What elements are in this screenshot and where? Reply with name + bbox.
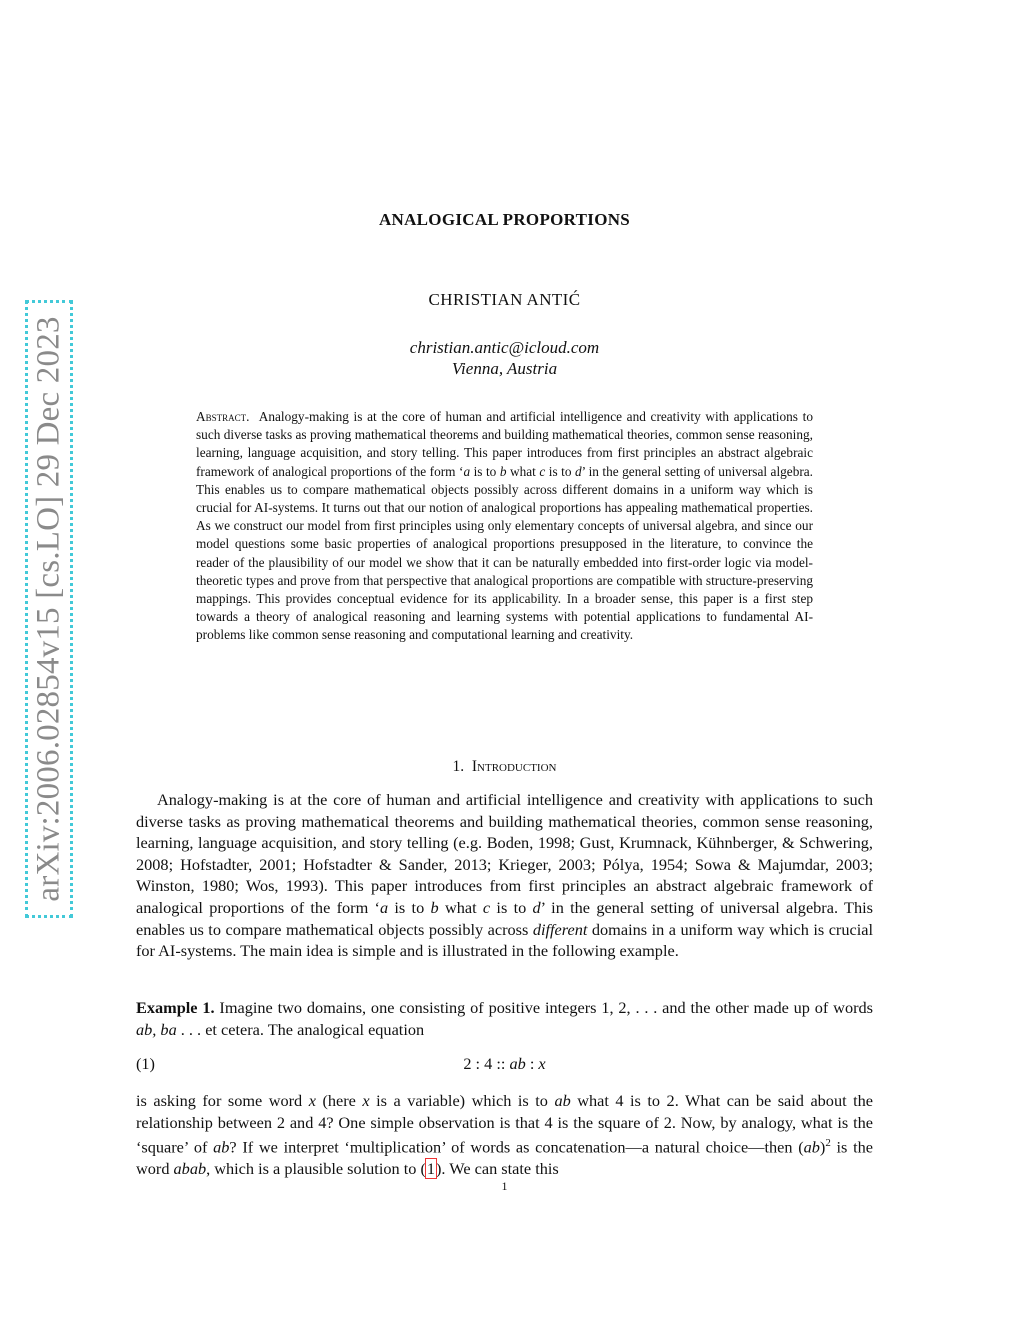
- var-x: x: [538, 1054, 546, 1073]
- paragraph-text: is a variable) which is to: [369, 1091, 555, 1110]
- paragraph-text: domains in a uniform way which is crucial for AI-systems. The main idea is simple and is illustrated in the following example.: [136, 919, 873, 961]
- paragraph-text: ? If we interpret ‘multiplication’ of words as concatenation—a natural choice—then (: [229, 1137, 804, 1157]
- section-title: Introduction: [471, 758, 557, 775]
- var-ab: ab: [509, 1054, 526, 1073]
- equation-lhs: 2 : 4 ::: [463, 1054, 510, 1073]
- paragraph-text: ): [819, 1137, 826, 1157]
- intro-paragraph: [136, 789, 873, 962]
- equation-reference-link[interactable]: 1: [426, 1159, 436, 1179]
- words-variable: ab, ba: [136, 1019, 177, 1039]
- paragraph-text: what 4 is to 2. What can be said about the relationship between 2 and 4? One simple observation is that 4 is the square of 2. Now, by analogy, what is the ‘square’ of: [136, 1091, 874, 1157]
- abstract-text: ’ in the general setting of universal algebra. This enables us to compare mathematical objects possibly across different domains in a uniform way which is crucial for AI-systems. It turns out that our notion of analogical proportions has appealing mathematical properties. As we construct our model from first principles using only elementary concepts of universal algebra, and since our model questions some basic properties of analogical proportions presupposed in the literature, to convince the reader of the plausibility of our model we show that it can be naturally embedded into first-order logic via model-theoretic types and prove from that perspective that analogical proportions are compatible with structure-preserving mappings. This provides conceptual evidence for its applicability. In a broader sense, this paper is a first step towards a theory of analogical reasoning and learning systems with potential applications to fundamental AI-problems like common sense reasoning and computational learning and creativity.: [196, 463, 814, 643]
- equation-body: [136, 1054, 873, 1074]
- var-d: d: [532, 897, 541, 917]
- paragraph-text: ). We can state this: [436, 1159, 559, 1179]
- paragraph-text: ’ in the general setting of universal algebra. This enables us to compare mathematical objects possibly across: [136, 897, 873, 939]
- equation-separator: :: [525, 1054, 539, 1073]
- var-ab: ab: [803, 1137, 820, 1157]
- abstract-text: Analogy-making is at the core of human and artificial intelligence and creativity with applications to such diverse tasks as proving mathematical theorems and building mathematical theories, common sense reasoning, learning, language acquisition, and story telling. This paper introduces from first principles an abstract algebraic framework of analogical proportions of the form ‘: [196, 409, 813, 479]
- paragraph-text: . . . et cetera. The analogical equation: [176, 1019, 425, 1039]
- paragraph-text: is to: [388, 897, 431, 917]
- var-b: b: [430, 897, 439, 917]
- abstract-text: is to: [470, 463, 500, 479]
- paper-title: ANALOGICAL PROPORTIONS: [378, 210, 631, 229]
- var-x: x: [308, 1091, 316, 1110]
- paragraph-text: (here: [315, 1091, 363, 1110]
- author-location: Vienna, Austria: [451, 359, 558, 378]
- author-email: christian.antic@icloud.com: [409, 338, 600, 357]
- explanation-paragraph: [136, 1090, 873, 1180]
- paragraph-text: is the word: [136, 1137, 873, 1179]
- author-name: CHRISTIAN ANTIĆ: [428, 290, 581, 309]
- equation-number: (1): [136, 1054, 155, 1073]
- paragraph-text: is asking for some word: [136, 1091, 309, 1110]
- paragraph-text: what: [438, 897, 483, 917]
- var-b: b: [499, 463, 507, 479]
- abstract: [196, 408, 813, 645]
- emphasis: different: [532, 919, 588, 939]
- paragraph-text: Analogy-making is at the core of human and artificial intelligence and creativity with applications to such diverse tasks as proving mathematical theorems and building mathematical theories, common sense reasoning, learning, language acquisition, and story telling (e.g. Boden, 1998; Gust, Krumnack, Kühnberger, & Schwering, 2008; Hofstadter, 2001; Hofstadter & Sander, 2013; Krieger, 2003; Pólya, 1954; Sowa & Majumdar, 2003; Winston, 1980; Wos, 1993). This paper introduces from first principles an abstract algebraic framework of analogical proportions of the form ‘: [136, 790, 873, 917]
- equation: [136, 1054, 873, 1076]
- paragraph-text: is to: [490, 897, 533, 917]
- var-d: d: [574, 463, 582, 479]
- paragraph-text: Imagine two domains, one consisting of positive integers 1, 2, . . . and the other made up of words: [214, 998, 873, 1017]
- var-ab: ab: [213, 1137, 230, 1157]
- var-c: c: [482, 897, 491, 917]
- abstract-label: Abstract.: [196, 409, 250, 424]
- page-number: 1: [501, 1179, 508, 1193]
- section-number: 1.: [452, 758, 465, 775]
- section-heading: [0, 758, 1009, 776]
- var-x: x: [362, 1091, 370, 1110]
- abstract-text: is to: [545, 463, 575, 479]
- var-abab: abab: [173, 1159, 207, 1179]
- var-a: a: [463, 463, 471, 479]
- arxiv-stamp[interactable]: [25, 300, 73, 918]
- arxiv-id[interactable]: arXiv:2006.02854v15 [cs.LO] 29 Dec 2023: [30, 316, 67, 902]
- paragraph-text: , which is a plausible solution to (: [206, 1159, 426, 1179]
- var-ab: ab: [554, 1091, 571, 1110]
- superscript: 2: [825, 1137, 831, 1150]
- var-c: c: [539, 463, 546, 479]
- abstract-text: what: [506, 463, 540, 479]
- example-label: Example 1.: [136, 998, 215, 1017]
- example-paragraph: [136, 997, 873, 1040]
- var-a: a: [379, 897, 389, 917]
